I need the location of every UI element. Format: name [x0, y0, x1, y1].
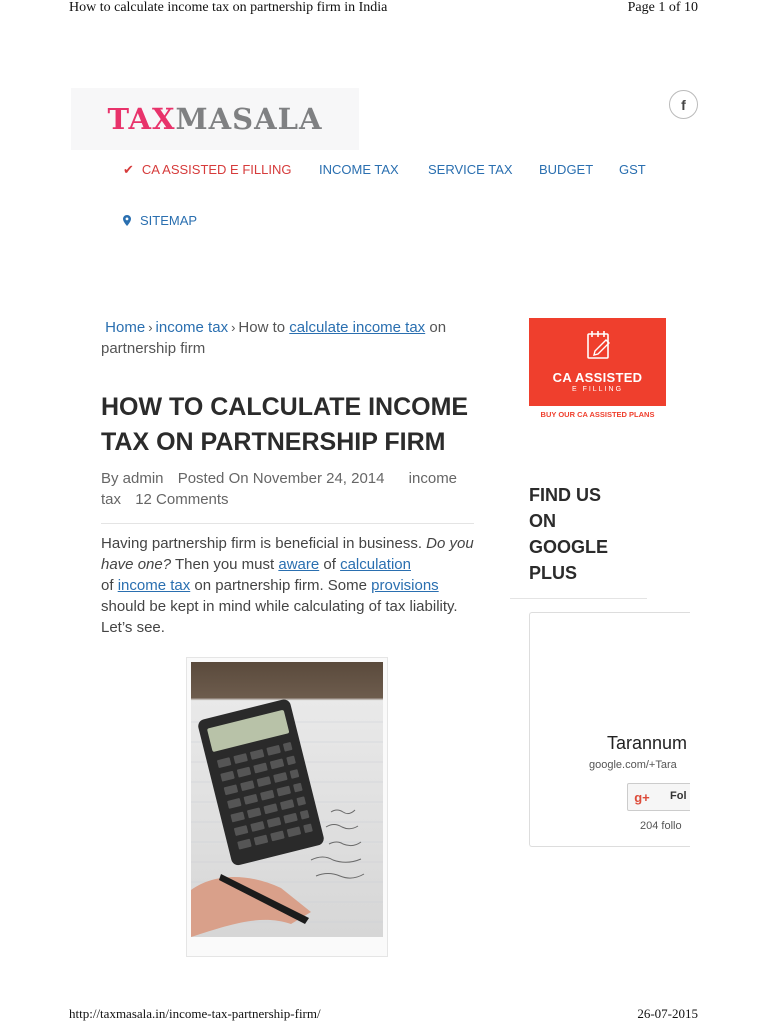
- google-plus-icon: g+: [634, 789, 650, 805]
- link-calculation[interactable]: calculation: [340, 556, 411, 573]
- gplus-profile-url[interactable]: google.com/+Tara: [589, 759, 677, 771]
- google-plus-widget-title: FIND US ON GOOGLE PLUS: [529, 485, 609, 583]
- body-text: on partnership firm. Some: [190, 577, 372, 594]
- chevron-right-icon: ›: [148, 320, 153, 335]
- nav-item-gst[interactable]: GST: [619, 162, 646, 177]
- gplus-follow-button[interactable]: [627, 783, 690, 811]
- notepad-icon: [586, 330, 612, 360]
- print-footer-url: http://taxmasala.in/income-tax-partnership-firm/: [69, 1006, 321, 1021]
- chevron-right-icon: ›: [231, 320, 236, 335]
- breadcrumb-current-suffix: on partnership firm: [101, 319, 447, 357]
- link-aware[interactable]: aware: [278, 556, 320, 573]
- author-link[interactable]: By admin: [101, 470, 164, 487]
- category-link[interactable]: income tax: [101, 470, 458, 508]
- promo-cta[interactable]: [529, 406, 666, 424]
- promo-title: CA ASSISTED: [552, 370, 643, 385]
- nav-item-label: CA ASSISTED E FILLING: [141, 162, 292, 177]
- breadcrumb-category[interactable]: income tax: [155, 319, 229, 336]
- article-image-frame: [186, 657, 388, 957]
- print-header-title: How to calculate income tax on partnership firm in India: [69, 0, 388, 15]
- meta-divider: [101, 523, 474, 524]
- link-income-tax[interactable]: income tax: [117, 577, 191, 594]
- ca-assisted-promo-banner[interactable]: [529, 318, 666, 424]
- post-date: Posted On November 24, 2014: [177, 470, 385, 487]
- promo-subtitle: E FILLING: [571, 386, 624, 393]
- breadcrumb: [101, 317, 476, 359]
- link-provisions[interactable]: provisions: [371, 577, 439, 594]
- breadcrumb-home[interactable]: Home: [105, 319, 146, 336]
- body-text: Having partnership firm is beneficial in business.: [101, 535, 427, 552]
- nav-item-sitemap[interactable]: [123, 213, 197, 229]
- article-intro: [101, 533, 476, 638]
- breadcrumb-current-link[interactable]: calculate income tax: [289, 319, 426, 336]
- check-icon: ✔: [123, 162, 134, 177]
- nav-item-service-tax[interactable]: SERVICE TAX: [428, 162, 513, 177]
- facebook-icon[interactable]: f: [669, 90, 698, 119]
- logo-masala-text: MASALA: [175, 102, 323, 136]
- nav-item-label: SITEMAP: [140, 213, 198, 228]
- widget-divider: [510, 598, 647, 599]
- body-emphasis: Do you have one?: [101, 535, 474, 573]
- breadcrumb-current-prefix: How to: [238, 319, 290, 336]
- gplus-follower-count: 204 follo: [640, 820, 682, 832]
- nav-item-ca-assisted[interactable]: [123, 162, 291, 178]
- body-text: of: [101, 577, 118, 594]
- nav-item-income-tax[interactable]: INCOME TAX: [319, 162, 399, 177]
- article-meta: [101, 468, 476, 510]
- body-text: Then you must: [171, 556, 279, 573]
- article-title: HOW TO CALCULATE INCOME TAX ON PARTNERSHIP FIRM: [101, 393, 469, 456]
- print-footer-date: 26-07-2015: [637, 1006, 698, 1021]
- promo-cta-label: BUY OUR CA ASSISTED PLANS: [540, 410, 655, 419]
- body-text: of: [319, 556, 341, 573]
- comments-link[interactable]: 12 Comments: [135, 491, 229, 508]
- body-text: should be kept in mind while calculating of tax liability. Let’s see.: [101, 598, 458, 636]
- gplus-follow-label: Fol: [670, 790, 687, 802]
- print-page-number: Page 1 of 10: [627, 0, 698, 15]
- nav-item-budget[interactable]: BUDGET: [539, 162, 594, 177]
- logo-tax-text: TAX: [107, 102, 176, 136]
- calculator-photo: [191, 662, 383, 937]
- site-logo[interactable]: [71, 88, 359, 150]
- map-pin-icon: [123, 214, 131, 229]
- google-plus-badge: [529, 612, 690, 847]
- gplus-profile-name[interactable]: Tarannum: [607, 733, 688, 753]
